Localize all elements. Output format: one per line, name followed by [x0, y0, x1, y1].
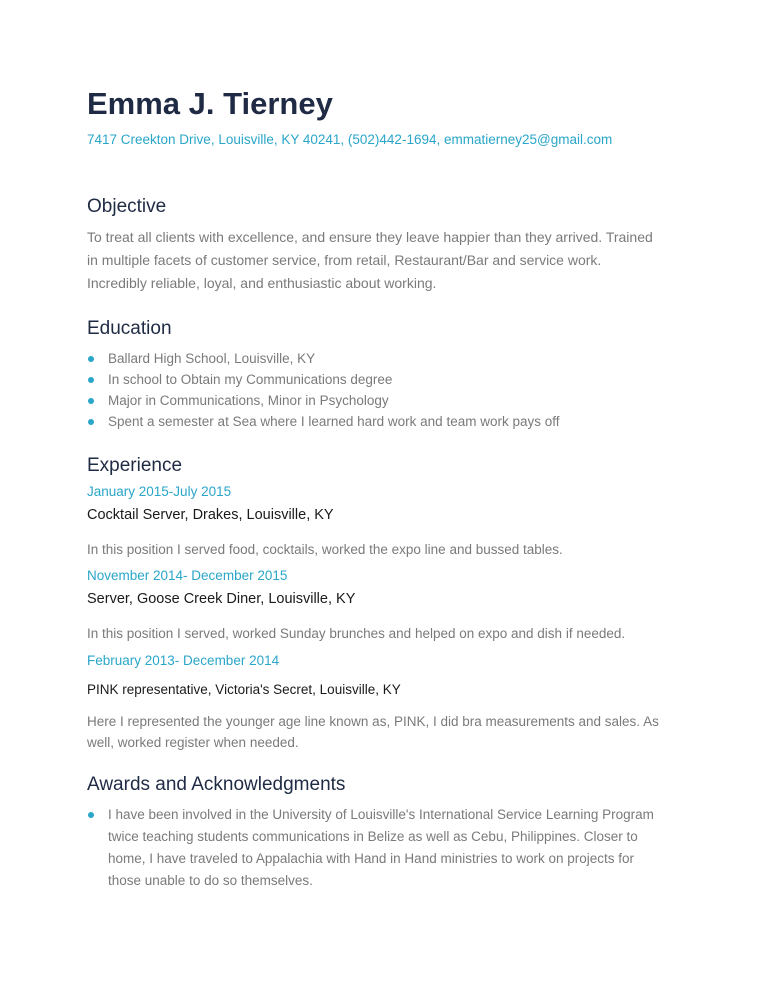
job-description: In this position I served food, cocktails, worked the expo line and bussed tables. [87, 542, 563, 557]
job-entry [87, 482, 687, 560]
job-description: Here I represented the younger age line known as, PINK, I did bra measurements and sales. As well, worked register when needed. [87, 714, 659, 750]
bullet-icon [88, 398, 94, 404]
education-item-text: In school to Obtain my Communications degree [108, 372, 393, 387]
bullet-icon [88, 377, 94, 383]
job-dates: November 2014- December 2015 [87, 568, 288, 583]
education-item-text: Ballard High School, Louisville, KY [108, 351, 316, 366]
contact-info: 7417 Creekton Drive, Louisville, KY 40241, (502)442-1694, emmatierney25@gmail.com [87, 132, 613, 147]
experience-section [87, 454, 687, 753]
award-item-text: I have been involved in the University of Louisville's International Service Learning Program twice teaching students communications in Belize as well as Cebu, Philippines. Closer to home, I have traveled to Appalachia with Hand in Hand ministries to work on projects for those unable to do so themselves. [108, 807, 654, 888]
list-item [87, 369, 687, 390]
bullet-icon [88, 419, 94, 425]
education-item-text: Spent a semester at Sea where I learned hard work and team work pays off [108, 414, 560, 429]
job-entry [87, 651, 687, 753]
job-description: In this position I served, worked Sunday brunches and helped on expo and dish if needed. [87, 626, 626, 641]
job-title: Cocktail Server, Drakes, Louisville, KY [87, 507, 334, 523]
job-dates: February 2013- December 2014 [87, 653, 280, 668]
job-dates: January 2015-July 2015 [87, 484, 232, 499]
list-item [87, 348, 687, 369]
job-title: PINK representative, Victoria's Secret, Louisville, KY [87, 682, 401, 697]
experience-heading: Experience [87, 455, 183, 476]
resume-content [87, 84, 687, 892]
awards-list [87, 804, 667, 892]
awards-section [87, 773, 687, 892]
education-heading: Education [87, 318, 172, 339]
list-item [87, 390, 687, 411]
bullet-icon [88, 356, 94, 362]
education-item-text: Major in Communications, Minor in Psychology [108, 393, 389, 408]
job-entry [87, 566, 687, 644]
objective-section [87, 195, 687, 295]
bullet-icon [88, 812, 94, 818]
education-section [87, 317, 687, 432]
objective-text: To treat all clients with excellence, and ensure they leave happier than they arrived. Trained in multiple facets of customer service, from retail, Restaurant/Bar and service work. Incredibly reliable, loyal, and enthusiastic about working. [87, 229, 653, 291]
list-item [87, 804, 667, 892]
list-item [87, 411, 687, 432]
job-title: Server, Goose Creek Diner, Louisville, KY [87, 591, 356, 607]
education-list [87, 348, 687, 432]
candidate-name: Emma J. Tierney [87, 86, 333, 121]
objective-heading: Objective [87, 196, 167, 217]
awards-heading: Awards and Acknowledgments [87, 774, 346, 795]
